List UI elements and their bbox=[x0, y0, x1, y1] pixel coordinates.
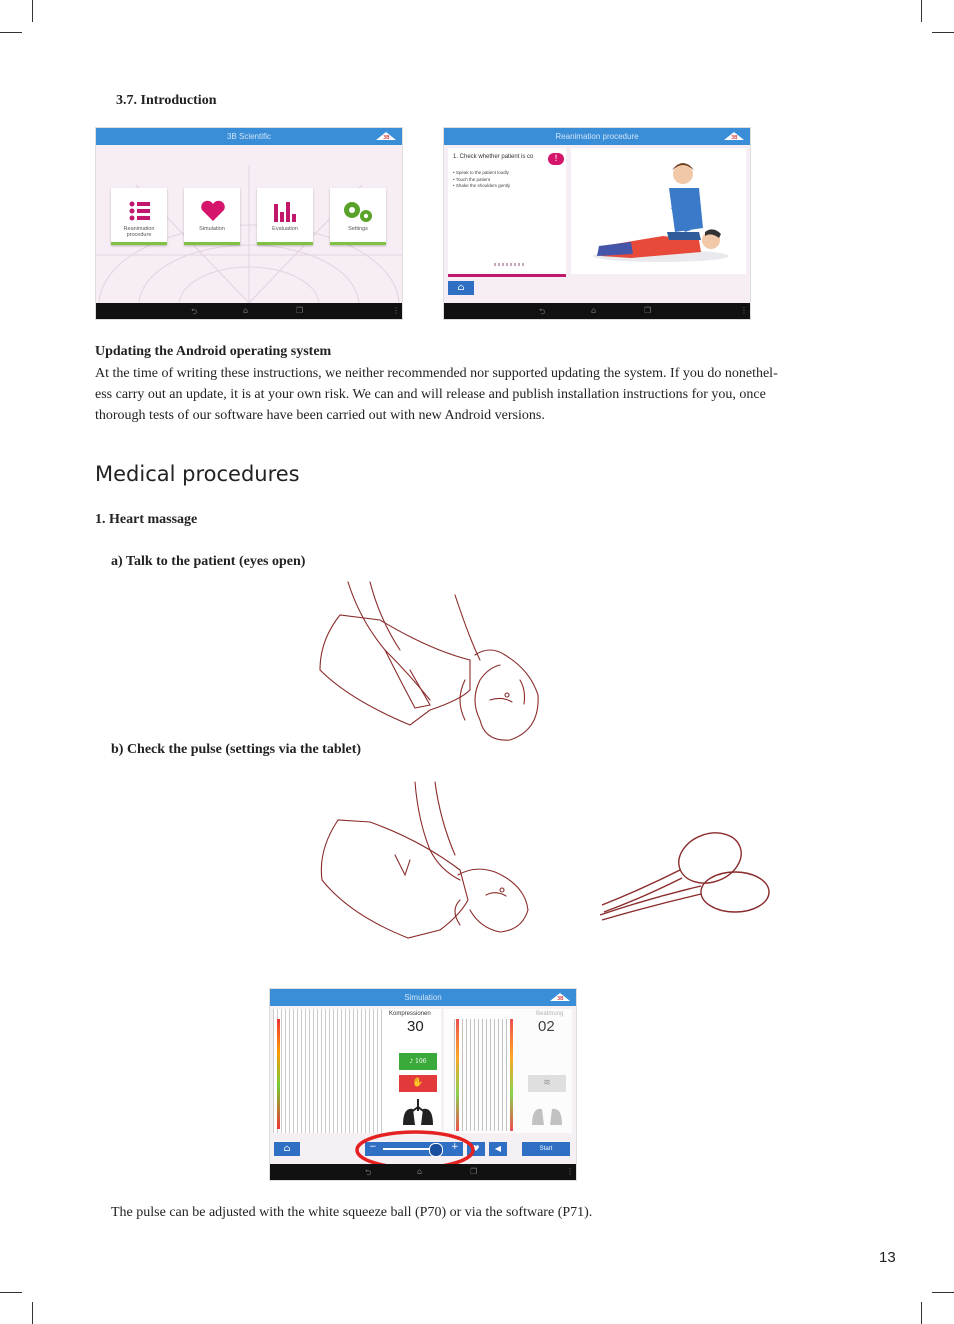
crop-mark bbox=[921, 1302, 922, 1324]
reanimation-screenshot bbox=[443, 127, 751, 320]
ventilation-count: 02 bbox=[538, 1018, 555, 1035]
back-icon[interactable]: ⮌ bbox=[191, 307, 198, 316]
section-title: 3.7. Introduction bbox=[116, 93, 217, 108]
crop-mark bbox=[32, 0, 33, 22]
step-a-heading: a) Talk to the patient (eyes open) bbox=[111, 554, 306, 569]
step-b-heading: b) Check the pulse (settings via the tablet) bbox=[111, 742, 362, 757]
home-icon[interactable]: ⌂ bbox=[417, 1167, 423, 1176]
home-icon[interactable]: ⌂ bbox=[243, 306, 249, 315]
step-title: 1. Check whether patient is co bbox=[453, 154, 534, 160]
bar-chart-icon bbox=[273, 200, 299, 224]
crop-mark bbox=[32, 1302, 33, 1324]
recent-apps-icon[interactable]: ❐ bbox=[644, 306, 652, 315]
settings-tile[interactable] bbox=[330, 188, 386, 245]
android-navbar bbox=[270, 1164, 576, 1180]
metronome-icon: ♪ bbox=[409, 1058, 416, 1065]
3b-logo-icon bbox=[550, 992, 570, 1002]
bullet: • Touch the patient bbox=[453, 176, 491, 182]
simulation-tile[interactable] bbox=[184, 188, 240, 245]
recent-apps-icon[interactable]: ❐ bbox=[470, 1167, 478, 1176]
crop-mark bbox=[0, 1292, 22, 1293]
lungs-icon bbox=[399, 1097, 437, 1129]
tile-label: Evaluation bbox=[272, 226, 298, 232]
tile-label: Reanimation procedure bbox=[123, 226, 155, 238]
pagination-dots bbox=[494, 263, 526, 266]
compression-count: 30 bbox=[407, 1018, 424, 1035]
menu-dots-icon[interactable]: ⋮ bbox=[392, 306, 400, 315]
evaluation-tile[interactable] bbox=[257, 188, 313, 245]
crop-mark bbox=[932, 32, 954, 33]
talk-to-patient-illustration bbox=[290, 580, 550, 745]
screen-title: Simulation bbox=[270, 989, 576, 1006]
medical-procedures-heading: Medical procedures bbox=[95, 462, 300, 486]
rate-value: 106 bbox=[415, 1058, 427, 1065]
back-icon[interactable]: ⮌ bbox=[539, 307, 546, 316]
compression-graph bbox=[273, 1009, 385, 1133]
bullet: • Speak to the patient loudly bbox=[453, 170, 509, 175]
pulse-button[interactable]: ♥ bbox=[467, 1142, 485, 1156]
menu-dots-icon[interactable]: ⋮ bbox=[566, 1167, 574, 1176]
screen-title: Reanimation procedure bbox=[444, 128, 750, 145]
ventilation-label: Beatmung bbox=[536, 1011, 564, 1017]
crop-mark bbox=[921, 0, 922, 22]
alert-icon: ! bbox=[548, 153, 564, 165]
text-line: At the time of writing these instructions, we neither recommended nor supported updating the system. If you do nonethel- bbox=[95, 366, 778, 381]
check-pulse-illustration bbox=[290, 780, 845, 950]
rate-indicator bbox=[399, 1053, 437, 1070]
step-bullets bbox=[453, 170, 510, 190]
page-number: 13 bbox=[879, 1249, 896, 1266]
lungs-icon-grey bbox=[528, 1097, 566, 1129]
ventilation-scale-left bbox=[456, 1019, 459, 1131]
ventilation-graph bbox=[454, 1019, 512, 1131]
ventilation-panel bbox=[444, 1009, 572, 1133]
heart-icon bbox=[200, 200, 226, 222]
home-button[interactable]: ⌂ bbox=[448, 281, 474, 295]
gears-icon bbox=[342, 200, 376, 224]
instruction-card bbox=[448, 148, 566, 277]
tile-label: Settings bbox=[348, 226, 368, 232]
menu-dots-icon[interactable]: ⋮ bbox=[740, 306, 748, 315]
main-menu-screenshot bbox=[95, 127, 403, 320]
crop-mark bbox=[932, 1292, 954, 1293]
text-line: thorough tests of our software have been carried out with new Android versions. bbox=[95, 408, 545, 423]
heart-massage-heading: 1. Heart massage bbox=[95, 512, 198, 527]
plus-icon[interactable]: + bbox=[451, 1142, 459, 1152]
bullet: • Shake the shoulders gently bbox=[453, 183, 511, 188]
cpr-illustration bbox=[571, 148, 746, 274]
list-icon bbox=[129, 200, 151, 222]
compression-panel bbox=[385, 1009, 441, 1133]
recent-apps-icon[interactable]: ❐ bbox=[296, 306, 304, 315]
compression-scale bbox=[277, 1019, 280, 1129]
back-icon[interactable]: ⮌ bbox=[365, 1168, 372, 1177]
hand-position-icon: ✋ bbox=[399, 1075, 437, 1092]
android-navbar bbox=[444, 303, 750, 319]
screen-title: 3B Scientific bbox=[96, 128, 402, 145]
ventilation-scale-right bbox=[510, 1019, 513, 1131]
pulse-caption: The pulse can be adjusted with the white squeeze ball (P70) or via the software (P71). bbox=[111, 1205, 593, 1220]
rescuer-patient-image bbox=[571, 148, 746, 274]
svg-text:3B: 3B bbox=[557, 996, 564, 1002]
android-navbar bbox=[96, 303, 402, 319]
minus-icon[interactable]: − bbox=[369, 1142, 377, 1152]
android-update-heading: Updating the Android operating system bbox=[95, 344, 332, 359]
reanimation-procedure-tile[interactable] bbox=[111, 188, 167, 245]
crop-mark bbox=[0, 32, 22, 33]
tile-label: Simulation bbox=[199, 226, 225, 232]
3b-logo-icon bbox=[376, 131, 396, 141]
simulation-screenshot bbox=[269, 988, 577, 1181]
3b-logo-icon bbox=[724, 131, 744, 141]
android-update-text bbox=[95, 363, 855, 426]
text-line: ess carry out an update, it is at your own risk. We can and will release and publish installation instructions for you, once bbox=[95, 387, 766, 402]
home-button[interactable]: ⌂ bbox=[274, 1142, 300, 1156]
svg-text:3B: 3B bbox=[731, 135, 738, 141]
compression-label: Kompressionen bbox=[389, 1011, 431, 1017]
home-icon[interactable]: ⌂ bbox=[591, 306, 597, 315]
breath-icon: ≋ bbox=[528, 1075, 566, 1092]
start-button[interactable]: Start bbox=[522, 1142, 570, 1156]
svg-text:3B: 3B bbox=[383, 135, 390, 141]
sound-icon[interactable]: ◀ bbox=[489, 1142, 507, 1156]
